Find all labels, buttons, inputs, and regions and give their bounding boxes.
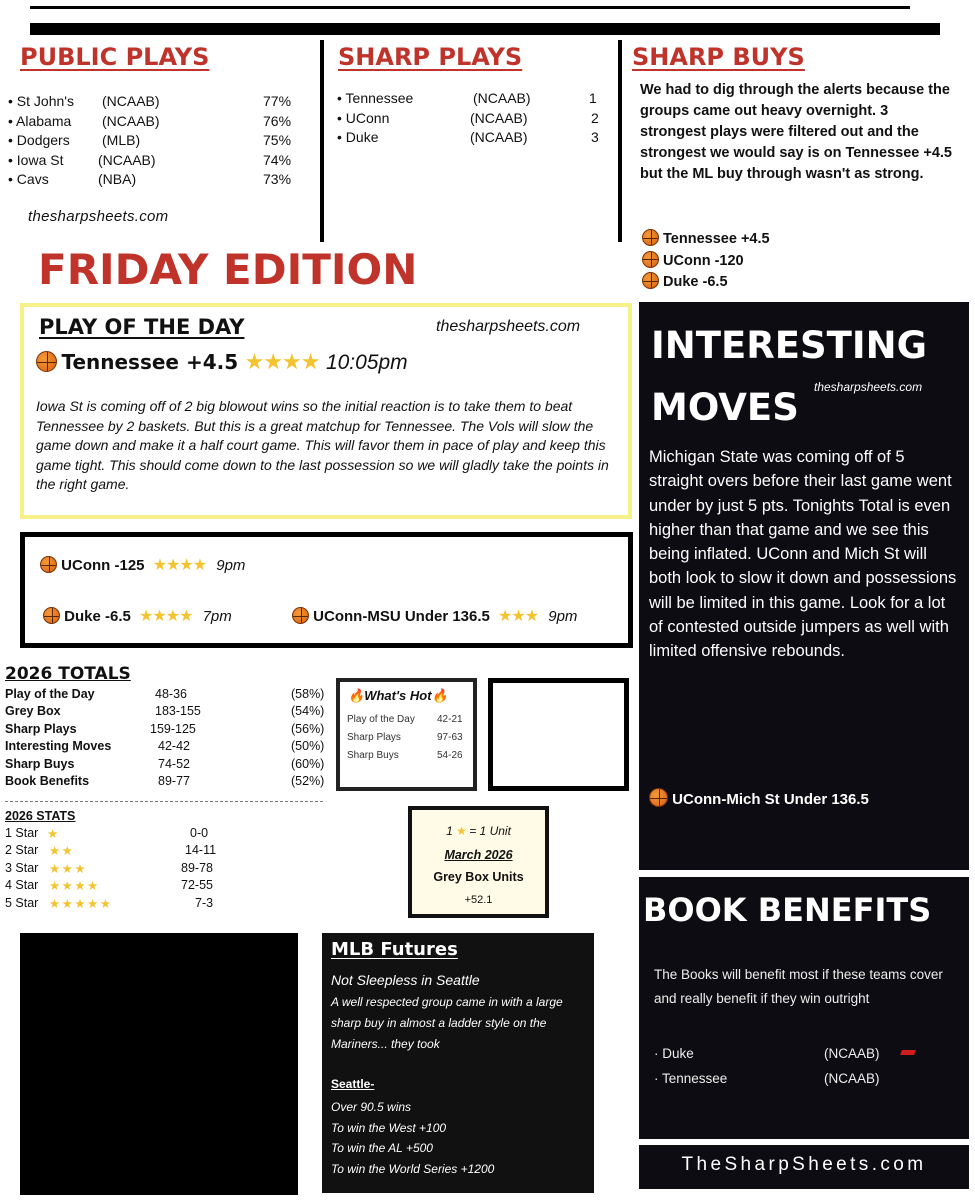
mlb-text: A well respected group came in with a large sharp buy in almost a ladder style on the Mariners... they took — [331, 995, 563, 1051]
sharp-buys-title: SHARP BUYS — [632, 43, 805, 71]
totals-title: 2026 TOTALS — [5, 664, 131, 684]
edition-title: FRIDAY EDITION — [38, 245, 418, 294]
pick-stars: ★★★★ — [139, 608, 193, 625]
book-benefit-row: · Tennessee (NCAAB) — [654, 1071, 880, 1086]
stats-row: 2 Star ★ ★ 14-11 — [5, 843, 217, 859]
totals-divider — [5, 801, 323, 802]
totals-table — [5, 687, 327, 791]
column-divider — [618, 40, 622, 242]
basketball-icon — [642, 251, 659, 268]
sharp-buy-pick: UConn -120 — [642, 251, 770, 273]
grey-box-pick: UConn -125 ★★★★ 9pm — [40, 555, 245, 575]
whats-hot-list — [347, 714, 472, 768]
stats-row: 1 Star ★ 0-0 — [5, 826, 209, 841]
potd-time: 10:05pm — [325, 351, 408, 374]
totals-row: Interesting Moves 42-42 (50%) — [5, 739, 325, 754]
interesting-moves-text: Michigan State was coming off of 5 straight overs before their last game went under by just 5 pts. Tonights Total is even higher than that game and we see this being inflated. UConn and Mich St will both look to slow it down and possessions will be limited in this game. Look for a lot of contested outside jumpers as well with limited offensive rebounds. — [649, 448, 957, 661]
stats-title: 2026 STATS — [5, 809, 76, 823]
interesting-moves-site: thesharpsheets.com — [814, 380, 923, 394]
public-plays-list — [8, 93, 308, 191]
fire-icon: 🔥 — [348, 688, 365, 703]
book-benefits-title: BOOK BENEFITS — [643, 891, 932, 929]
basketball-icon — [642, 272, 659, 289]
potd-site: thesharpsheets.com — [436, 318, 581, 335]
stats-table — [5, 826, 325, 913]
fire-icon: 🔥 — [431, 688, 448, 703]
potd-title: PLAY OF THE DAY — [39, 315, 245, 339]
mlb-title: MLB Futures — [331, 939, 458, 960]
basketball-icon — [36, 351, 57, 372]
mlb-subtitle: Not Sleepless in Seattle — [331, 972, 480, 988]
mlb-bet: To win the AL +500 — [331, 1141, 433, 1156]
units-value: +52.1 — [464, 894, 493, 906]
interesting-moves-pick: UConn-Mich St Under 136.5 — [649, 788, 869, 808]
stats-row: 5 Star ★ ★ ★ ★ ★ 7-3 — [5, 895, 214, 911]
book-benefits-panel — [639, 877, 969, 1139]
red-flag-icon — [900, 1050, 916, 1055]
mlb-bet: To win the World Series +1200 — [331, 1161, 495, 1176]
sharp-plays-list — [337, 90, 607, 149]
totals-row: Book Benefits 89-77 (52%) — [5, 773, 325, 788]
book-benefits-text: The Books will benefit most if these teams cover and really benefit if they win outright — [654, 967, 943, 1006]
grey-box-pick: Duke -6.5 ★★★★ 7pm — [43, 606, 232, 626]
units-label: Grey Box Units — [433, 870, 524, 884]
sharp-play-row: • Duke (NCAAB) 3 — [337, 129, 599, 145]
whats-hot-row: Sharp Plays 97-63 — [347, 732, 463, 743]
sharp-play-row: • Tennessee (NCAAB) 1 — [337, 90, 597, 106]
sharp-plays-title: SHARP PLAYS — [338, 43, 523, 71]
sharp-buy-pick: Duke -6.5 — [642, 272, 770, 294]
whats-hot-title: 🔥What's Hot🔥 — [348, 688, 448, 703]
basketball-icon — [292, 607, 309, 624]
totals-row: Sharp Buys 74-52 (60%) — [5, 756, 325, 771]
potd-stars: ★★★★ — [244, 349, 320, 374]
top-rule — [30, 6, 910, 9]
mlb-bet: To win the West +100 — [331, 1120, 447, 1135]
mlb-bet: Over 90.5 wins — [331, 1100, 412, 1114]
potd-pick-line — [36, 349, 408, 375]
sharp-buys-text: We had to dig through the alerts because the groups came out heavy overnight. 3 strongest plays were filtered out and the strongest we would say is on Tennessee +4.5 but the ML buy through wasn't as strong. — [640, 82, 952, 182]
play-of-the-day-box — [20, 303, 632, 519]
units-box — [408, 806, 549, 918]
pick-stars: ★★★ — [498, 608, 539, 625]
grey-box-pick: UConn-MSU Under 136.5 ★★★ 9pm — [292, 606, 577, 626]
mlb-futures-panel — [322, 933, 594, 1193]
book-benefit-row: · Duke (NCAAB) — [654, 1046, 954, 1071]
public-play-row: • Cavs (NBA) 73% — [8, 171, 292, 187]
basketball-icon — [40, 556, 57, 573]
empty-frame-box — [488, 678, 629, 791]
public-play-row: • Alabama (NCAAB) 76% — [8, 112, 292, 129]
public-play-row: • Iowa St (NCAAB) 74% — [8, 151, 292, 168]
interesting-moves-title-1: INTERESTING — [651, 324, 928, 367]
interesting-moves-panel — [639, 302, 969, 870]
column-divider — [320, 40, 324, 242]
black-block — [20, 933, 298, 1195]
mlb-bets — [331, 1097, 494, 1179]
totals-row: Play of the Day 48-36 (58%) — [5, 687, 325, 701]
stats-stars: ★ — [47, 827, 58, 841]
public-plays-site: thesharpsheets.com — [28, 208, 169, 225]
whats-hot-row: Sharp Buys 54-26 — [347, 750, 463, 761]
public-play-row: • Dodgers (MLB) 75% — [8, 132, 292, 148]
stats-stars: ★ ★ ★ — [49, 861, 85, 876]
footer-site-bar — [639, 1145, 969, 1189]
whats-hot-row: Play of the Day 42-21 — [347, 714, 463, 725]
potd-pick: Tennessee +4.5 — [61, 350, 239, 374]
unit-definition: 1 ★ = 1 Unit — [446, 824, 511, 838]
book-benefits-list — [654, 1046, 954, 1096]
basketball-icon — [649, 788, 668, 807]
footer-site: TheSharpSheets.com — [681, 1154, 927, 1175]
mlb-team: Seattle- — [331, 1077, 375, 1091]
basketball-icon — [43, 607, 60, 624]
sharp-play-row: • UConn (NCAAB) 2 — [337, 109, 599, 126]
public-play-row: • St John's (NCAAB) 77% — [8, 93, 292, 109]
interesting-moves-title-2: MOVES — [651, 386, 799, 429]
sharp-buys-picks — [642, 229, 770, 294]
stats-stars: ★ ★ — [49, 844, 72, 859]
public-plays-title: PUBLIC PLAYS — [20, 43, 210, 71]
whats-hot-box — [336, 678, 477, 791]
grey-box — [20, 532, 633, 648]
basketball-icon — [642, 229, 659, 246]
totals-row: Grey Box 183-155 (54%) — [5, 704, 325, 719]
stats-row: 4 Star ★ ★ ★ ★ 72-55 — [5, 878, 213, 894]
pick-stars: ★★★★ — [152, 557, 207, 574]
stats-row: 3 Star ★ ★ ★ 89-78 — [5, 860, 213, 876]
units-month: March 2026 — [444, 848, 513, 862]
sharp-buy-pick: Tennessee +4.5 — [642, 229, 770, 251]
stats-stars: ★ ★ ★ ★ — [49, 879, 98, 894]
star-icon: ★ — [456, 824, 466, 838]
top-rule-thick — [30, 23, 940, 35]
totals-row: Sharp Plays 159-125 (56%) — [5, 721, 325, 736]
stats-stars: ★ ★ ★ ★ ★ — [49, 896, 110, 911]
potd-text: Iowa St is coming off of 2 big blowout wins so the initial reaction is to take them to beat Tennessee by 2 baskets. But this is a great matchup for Tennessee. The Vols will slow the game down and make it a half court game. This will favor them in pace of play and keep this game tight. This should come down to the last possession so we will gladly take the points in the right game. — [36, 398, 609, 492]
